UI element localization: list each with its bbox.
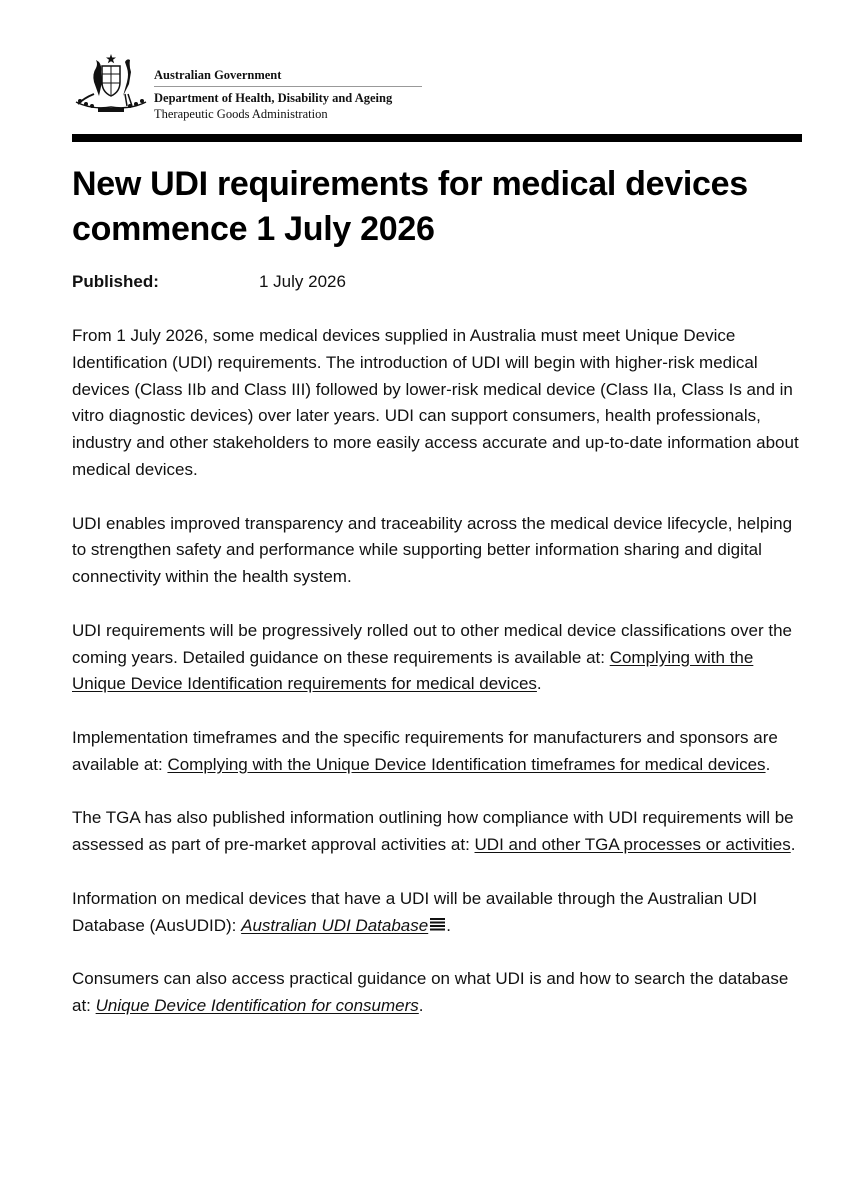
period: . — [790, 835, 796, 855]
period: . — [446, 915, 451, 935]
period: . — [418, 995, 424, 1015]
paragraph-database-text: Information on medical devices that have a UDI will be available through the Australian UDI Database (AusUDID): — [72, 888, 758, 935]
paragraph-timeframes-text: Implementation timeframes and the specific requirements for manufacturers and sponsors are available at: — [72, 727, 778, 774]
paragraph-transparency: UDI enables improved transparency and traceability across the medical device lifecycle, helping to strengthen safety and performance while supporting better information sharing and digital connectivity within the health system. — [72, 513, 793, 587]
coat-of-arms-icon — [72, 52, 150, 114]
paragraph-database — [72, 886, 804, 940]
link-udi-timeframes[interactable]: Complying with the Unique Device Identification timeframes for medical devices — [167, 754, 766, 774]
paragraph-consumers-text: Consumers can also access practical guidance on what UDI is and how to search the database at: — [72, 969, 789, 1015]
link-udi-requirements[interactable]: Complying with the Unique Device Identification requirements for medical devices — [72, 647, 754, 694]
paragraph-intro: From 1 July 2026, some medical devices supplied in Australia must meet Unique Device Identification (UDI) requirements. The introduction of UDI will begin with higher-risk medical devices (Class IIb and Class III) followed by lower-risk medical device (Class IIa, Class Is and in vitro diagnostic devices) over later years. UDI can support consumers, health professionals, industry and other stakeholders to more easily access accurate and up-to-date information about medical devices. — [72, 326, 799, 479]
published-date: 1 July 2026 — [259, 272, 346, 291]
published-label: Published: — [72, 272, 159, 291]
paragraph-timeframes — [72, 725, 804, 779]
paragraph-rollout — [72, 618, 804, 698]
link-udi-tga-processes[interactable]: UDI and other TGA processes or activities — [474, 835, 791, 855]
paragraph-premarket — [72, 805, 804, 859]
external-link-icon[interactable] — [429, 916, 446, 933]
header-divider — [72, 134, 802, 142]
published-row — [72, 271, 346, 293]
link-udi-for-consumers[interactable]: Unique Device Identification for consumers — [95, 995, 419, 1015]
period: . — [765, 754, 771, 774]
agency-label: Therapeutic Goods Administration — [154, 107, 328, 121]
government-wordmark — [154, 67, 424, 122]
australian-government-label: Australian Government — [154, 67, 422, 87]
article-body — [72, 323, 804, 1047]
period: . — [536, 674, 542, 694]
government-header — [72, 52, 452, 132]
paragraph-premarket-text: The TGA has also published information outlining how compliance with UDI requirements will be assessed as part of pre-market approval activities at: — [72, 808, 794, 855]
paragraph-consumers — [72, 966, 804, 1020]
link-australian-udi-database[interactable]: Australian UDI Database — [241, 915, 429, 935]
paragraph-rollout-text: UDI requirements will be progressively rolled out to other medical device classifications over the coming years. Detailed guidance on these requirements is available at: — [72, 620, 792, 667]
department-label: Department of Health, Disability and Ageing — [154, 91, 393, 105]
page-title: New UDI requirements for medical devices commence 1 July 2026 — [72, 165, 748, 248]
